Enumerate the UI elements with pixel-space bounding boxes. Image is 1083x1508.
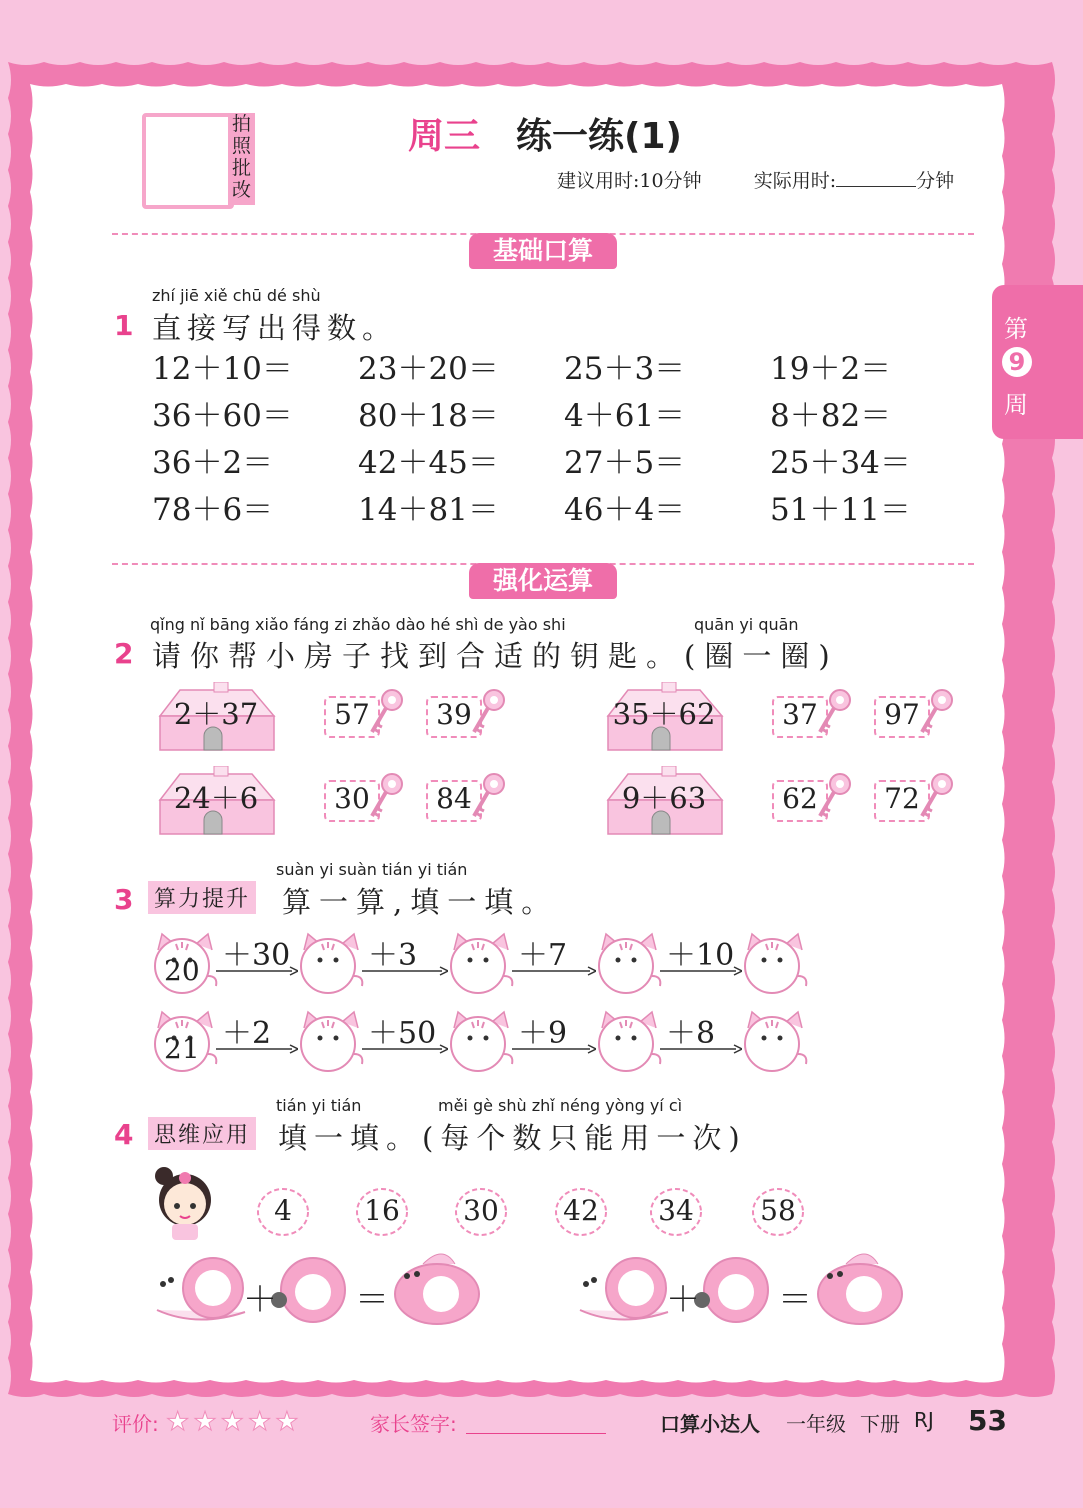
arrow-icon [362, 966, 448, 976]
q2-number: 2 [114, 637, 134, 670]
key-number: 72 [884, 782, 920, 815]
q4-pinyin-2: měi gè shù zhǐ néng yòng yí cì [438, 1096, 683, 1115]
plus-sign: ＋ [666, 1280, 700, 1320]
house-expression: 35＋62 [612, 697, 716, 731]
key-option[interactable] [426, 778, 512, 822]
q3-tag: 算力提升 [148, 881, 256, 914]
photo-grade-box[interactable] [142, 113, 234, 209]
chain-operation: ＋2 [222, 1016, 272, 1051]
q2-pinyin: qǐng nǐ bāng xiǎo fáng zi zhǎo dào hé shì de yào shi [150, 615, 566, 634]
equals-sign: ＝ [355, 1280, 389, 1320]
book-name: 口算小达人 [660, 1412, 760, 1436]
plus-sign: ＋ [243, 1280, 277, 1320]
parent-sign-field[interactable] [466, 1433, 606, 1434]
q1-pinyin: zhí jiē xiě chū dé shù [152, 286, 321, 305]
equation-item[interactable]: 46＋4＝ [564, 492, 686, 528]
equation-item[interactable]: 14＋81＝ [358, 492, 499, 528]
grade: 一年级 [786, 1412, 846, 1436]
actual-time-label: 实际用时: [753, 170, 837, 192]
equation-grid [152, 350, 952, 530]
bug-equation [578, 1250, 918, 1330]
key-option[interactable] [324, 694, 410, 738]
addend-slot-2[interactable] [295, 1274, 331, 1310]
key-number: 30 [334, 782, 370, 815]
bubble-number: 16 [364, 1194, 400, 1227]
addend-slot-2[interactable] [718, 1274, 754, 1310]
q3-number: 3 [114, 883, 134, 916]
q4-tag: 思维应用 [148, 1117, 256, 1150]
suggested-time: 建议用时:10分钟 [557, 170, 702, 192]
volume: 下册 [860, 1412, 900, 1436]
house-expression: 24＋6 [173, 781, 259, 815]
page-title [408, 108, 682, 159]
chain-operation: ＋9 [518, 1016, 568, 1051]
section-tab-advanced: 强化运算 [469, 563, 617, 599]
chain-operation: ＋30 [222, 938, 291, 973]
page-number: 53 [968, 1404, 1007, 1437]
cat-start-number: 20 [164, 954, 200, 987]
day-label: 周三 [408, 116, 481, 157]
key-option[interactable] [874, 694, 960, 738]
equation-item[interactable]: 25＋3＝ [564, 351, 686, 387]
key-number: 97 [884, 698, 920, 731]
arrow-icon [512, 966, 596, 976]
q1-number: 1 [114, 309, 134, 342]
equation-item[interactable]: 8＋82＝ [770, 398, 892, 434]
bubble-number: 42 [563, 1194, 599, 1227]
number-bubble[interactable] [750, 1186, 806, 1238]
chain-operation: ＋8 [666, 1016, 716, 1051]
cat-answer-slot[interactable] [750, 1024, 796, 1064]
key-option[interactable] [772, 778, 858, 822]
addend-slot-1[interactable] [618, 1270, 654, 1306]
bug-equation [155, 1250, 495, 1330]
q4-pinyin: tián yi tián [276, 1096, 362, 1115]
star-icon[interactable]: ★ [220, 1407, 244, 1437]
chain-operation: ＋50 [368, 1016, 437, 1051]
star-icon[interactable]: ★ [166, 1407, 190, 1437]
edition: RJ [914, 1408, 934, 1432]
key-option[interactable] [324, 778, 410, 822]
equation-item[interactable]: 36＋60＝ [152, 398, 293, 434]
cat-answer-slot[interactable] [750, 946, 796, 986]
equation-item[interactable]: 36＋2＝ [152, 445, 274, 481]
bubble-number: 34 [658, 1194, 694, 1227]
parent-sign-label: 家长签字: [370, 1412, 457, 1436]
arrow-icon [216, 966, 298, 976]
week-suffix: 周 [1004, 391, 1028, 419]
equation-item[interactable]: 51＋11＝ [770, 492, 911, 528]
section-tab-basic: 基础口算 [469, 233, 617, 269]
arrow-icon [362, 1044, 448, 1054]
q2-text: 请你帮小房子找到合适的钥匙。(圈一圈) [152, 639, 839, 673]
key-option[interactable] [772, 694, 858, 738]
key-number: 57 [334, 698, 370, 731]
q2-pinyin-2: quān yi quān [694, 615, 799, 634]
equation-item[interactable]: 23＋20＝ [358, 351, 499, 387]
q1-text: 直接写出得数。 [152, 311, 398, 345]
cat-answer-slot[interactable] [456, 946, 502, 986]
week-number: 9 [1002, 347, 1032, 377]
chain-operation: ＋7 [518, 938, 568, 973]
chain-operation: ＋3 [368, 938, 418, 973]
number-bubble[interactable] [354, 1186, 410, 1238]
equals-sign: ＝ [778, 1280, 812, 1320]
cat-answer-slot[interactable] [456, 1024, 502, 1064]
arrow-icon [660, 966, 742, 976]
week-prefix: 第 [1004, 315, 1028, 343]
number-bubble[interactable] [255, 1186, 311, 1238]
cat-start-number: 21 [164, 1032, 200, 1065]
bubble-number: 4 [274, 1194, 292, 1227]
key-number: 84 [436, 782, 472, 815]
star-icon[interactable]: ★ [247, 1407, 272, 1437]
star-icon[interactable]: ★ [275, 1407, 299, 1437]
equation-item[interactable]: 42＋45＝ [358, 445, 499, 481]
sum-slot[interactable] [423, 1276, 459, 1312]
arrow-icon [216, 1044, 298, 1054]
arrow-icon [660, 1044, 742, 1054]
q3-text: 算一算,填一填。 [282, 885, 559, 919]
key-number: 39 [436, 698, 472, 731]
bubble-number: 30 [463, 1194, 499, 1227]
rating-label: 评价: [112, 1412, 159, 1436]
cat-answer-slot[interactable] [604, 946, 650, 986]
equation-item[interactable]: 12＋10＝ [152, 351, 293, 387]
photo-grade-label: 拍照批改 [228, 113, 255, 205]
title-text: 练一练(1) [516, 116, 682, 157]
equation-item[interactable]: 80＋18＝ [358, 398, 499, 434]
equation-item[interactable]: 27＋5＝ [564, 445, 686, 481]
rating-stars[interactable] [166, 1407, 303, 1437]
bubble-number: 58 [760, 1194, 796, 1227]
cat-answer-slot[interactable] [306, 946, 352, 986]
number-bubble[interactable] [648, 1186, 704, 1238]
actual-time-unit: 分钟 [916, 170, 955, 192]
number-bubble[interactable] [453, 1186, 509, 1238]
equation-item[interactable]: 19＋2＝ [770, 351, 892, 387]
time-row [557, 166, 954, 193]
number-bubble[interactable] [553, 1186, 609, 1238]
equation-item[interactable]: 25＋34＝ [770, 445, 911, 481]
actual-time-field[interactable] [836, 168, 916, 187]
key-option[interactable] [426, 694, 512, 738]
week-side-tab [992, 285, 1083, 439]
equation-item[interactable]: 4＋61＝ [564, 398, 686, 434]
q4-text: 填一填。(每个数只能用一次) [278, 1121, 747, 1155]
addend-slot-1[interactable] [195, 1270, 231, 1306]
arrow-icon [512, 1044, 596, 1054]
girl-illustration [150, 1162, 220, 1242]
q4-number: 4 [114, 1118, 134, 1151]
house-expression: 2＋37 [173, 697, 259, 731]
q3-pinyin: suàn yi suàn tián yi tián [276, 860, 468, 879]
key-number: 62 [782, 782, 818, 815]
star-icon[interactable]: ★ [193, 1407, 217, 1437]
sum-slot[interactable] [846, 1276, 882, 1312]
equation-item[interactable]: 78＋6＝ [152, 492, 274, 528]
house-expression: 9＋63 [621, 781, 707, 815]
chain-operation: ＋10 [666, 938, 735, 973]
cat-answer-slot[interactable] [604, 1024, 650, 1064]
key-number: 37 [782, 698, 818, 731]
cat-answer-slot[interactable] [306, 1024, 352, 1064]
key-option[interactable] [874, 778, 960, 822]
